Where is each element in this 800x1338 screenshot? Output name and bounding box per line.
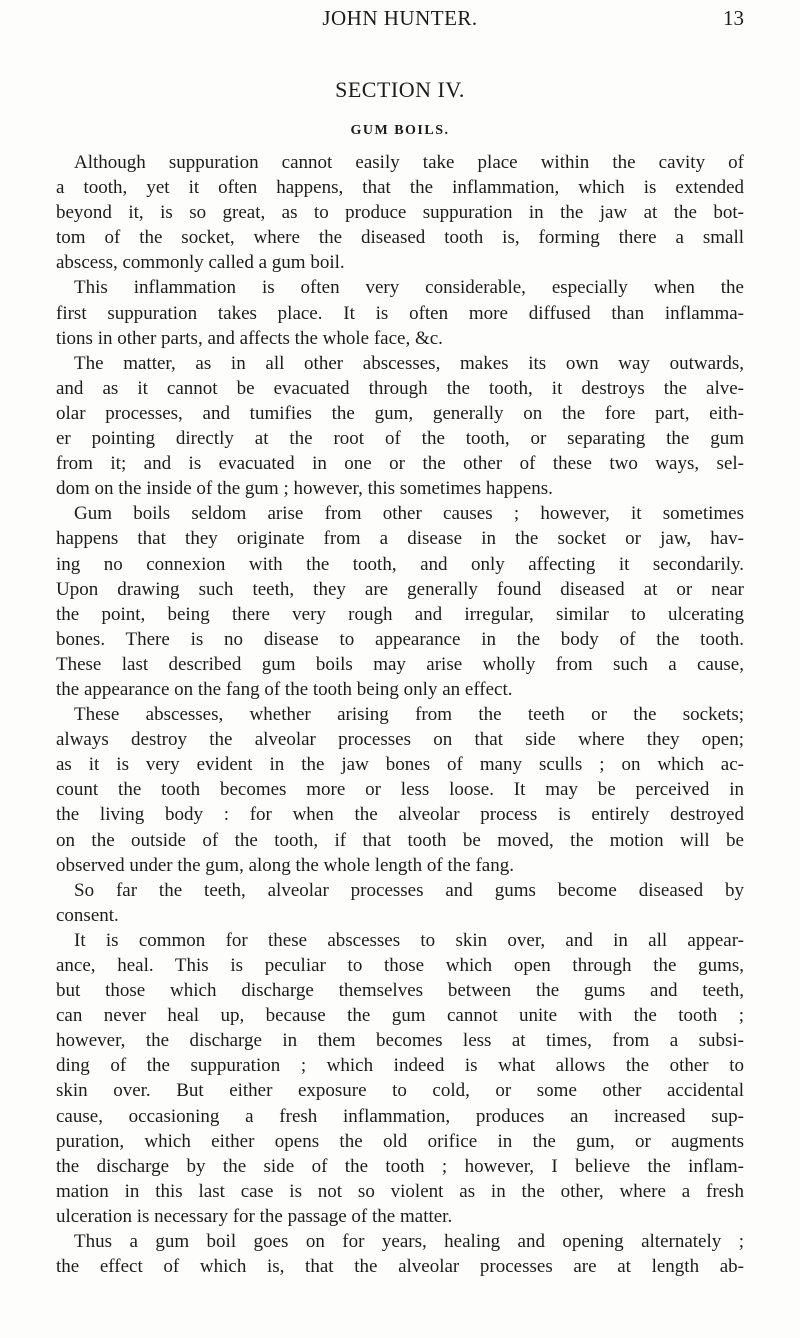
text-line: count the tooth becomes more or less loose. It may be perceived in bbox=[56, 779, 744, 801]
text-line: but those which discharge themselves between the gums and teeth, bbox=[56, 980, 744, 1002]
text-line: the point, being there very rough and irregular, similar to ulcerating bbox=[56, 603, 744, 625]
text-line: dom on the inside of the gum ; however, this sometimes happens. bbox=[56, 478, 553, 500]
text-line: cause, occasioning a fresh inflammation, produces an increased sup- bbox=[56, 1105, 744, 1127]
text-line: and as it cannot be evacuated through the tooth, it destroys the alve- bbox=[56, 377, 744, 399]
text-line: skin over. But either exposure to cold, or some other accidental bbox=[56, 1080, 744, 1102]
text-line: tom of the socket, where the diseased tooth is, forming there a small bbox=[56, 227, 744, 249]
text-line: Upon drawing such teeth, they are generally found diseased at or near bbox=[56, 578, 744, 600]
text-line: Thus a gum boil goes on for years, healing and opening alternately ; bbox=[74, 1231, 744, 1253]
text-line: Although suppuration cannot easily take place within the cavity of bbox=[74, 152, 744, 173]
text-line: Gum boils seldom arise from other causes ; however, it sometimes bbox=[74, 503, 744, 525]
text-line: ing no connexion with the tooth, and only affecting it secondarily. bbox=[56, 553, 744, 575]
running-header bbox=[56, 6, 744, 30]
text-line: a tooth, yet it often happens, that the inflammation, which is extended bbox=[56, 177, 744, 199]
text-line: er pointing directly at the root of the tooth, or separating the gum bbox=[56, 428, 744, 450]
body-text bbox=[56, 150, 744, 1279]
text-line: ding of the suppuration ; which indeed is what allows the other to bbox=[56, 1055, 744, 1077]
text-line: can never heal up, because the gum cannot unite with the tooth ; bbox=[56, 1005, 744, 1027]
text-line: abscess, commonly called a gum boil. bbox=[56, 252, 345, 274]
text-line: ance, heal. This is peculiar to those which open through the gums, bbox=[56, 955, 744, 976]
text-line: the effect of which is, that the alveolar processes are at length ab- bbox=[56, 1256, 744, 1278]
text-line: always destroy the alveolar processes on that side where they open; bbox=[56, 729, 744, 751]
text-line: consent. bbox=[56, 904, 119, 926]
page-number: 13 bbox=[723, 6, 744, 30]
text-line: It is common for these abscesses to skin over, and in all appear- bbox=[74, 929, 744, 951]
running-title: JOHN HUNTER. bbox=[322, 6, 478, 30]
subsection-heading: GUM BOILS. bbox=[350, 123, 450, 138]
text-line: the living body : for when the alveolar process is entirely destroyed bbox=[56, 804, 744, 826]
text-line: tions in other parts, and affects the whole face, &c. bbox=[56, 327, 443, 349]
text-line: So far the teeth, alveolar processes and gums become diseased by bbox=[74, 879, 744, 901]
text-line: puration, which either opens the old orifice in the gum, or augments bbox=[56, 1130, 744, 1152]
text-line: These abscesses, whether arising from the teeth or the sockets; bbox=[74, 704, 744, 726]
section-heading: SECTION IV. bbox=[335, 77, 465, 102]
text-line: the discharge by the side of the tooth ; however, I believe the inflam- bbox=[56, 1155, 744, 1177]
text-line: ulceration is necessary for the passage of the matter. bbox=[56, 1205, 453, 1227]
text-line: from it; and is evacuated in one or the other of these two ways, sel- bbox=[56, 453, 744, 475]
text-line: however, the discharge in them becomes less at times, from a subsi- bbox=[56, 1030, 744, 1052]
text-line: bones. There is no disease to appearance in the body of the tooth. bbox=[56, 628, 744, 650]
text-line: the appearance on the fang of the tooth being only an effect. bbox=[56, 678, 513, 700]
text-line: first suppuration takes place. It is often more diffused than inflamma- bbox=[56, 302, 744, 324]
text-line: beyond it, is so great, as to produce suppuration in the jaw at the bot- bbox=[56, 202, 744, 224]
text-line: happens that they originate from a disease in the socket or jaw, hav- bbox=[56, 528, 744, 550]
text-line: This inflammation is often very considerable, especially when the bbox=[74, 277, 744, 299]
text-line: The matter, as in all other abscesses, makes its own way outwards, bbox=[74, 352, 744, 374]
text-line: These last described gum boils may arise wholly from such a cause, bbox=[56, 653, 744, 675]
text-line: as it is very evident in the jaw bones of many sculls ; on which ac- bbox=[56, 754, 744, 776]
text-line: olar processes, and tumifies the gum, generally on the fore part, eith- bbox=[56, 402, 744, 424]
text-line: mation in this last case is not so violent as in the other, where a fresh bbox=[56, 1180, 744, 1202]
text-line: on the outside of the tooth, if that tooth be moved, the motion will be bbox=[56, 829, 744, 851]
text-line: observed under the gum, along the whole length of the fang. bbox=[56, 854, 514, 876]
